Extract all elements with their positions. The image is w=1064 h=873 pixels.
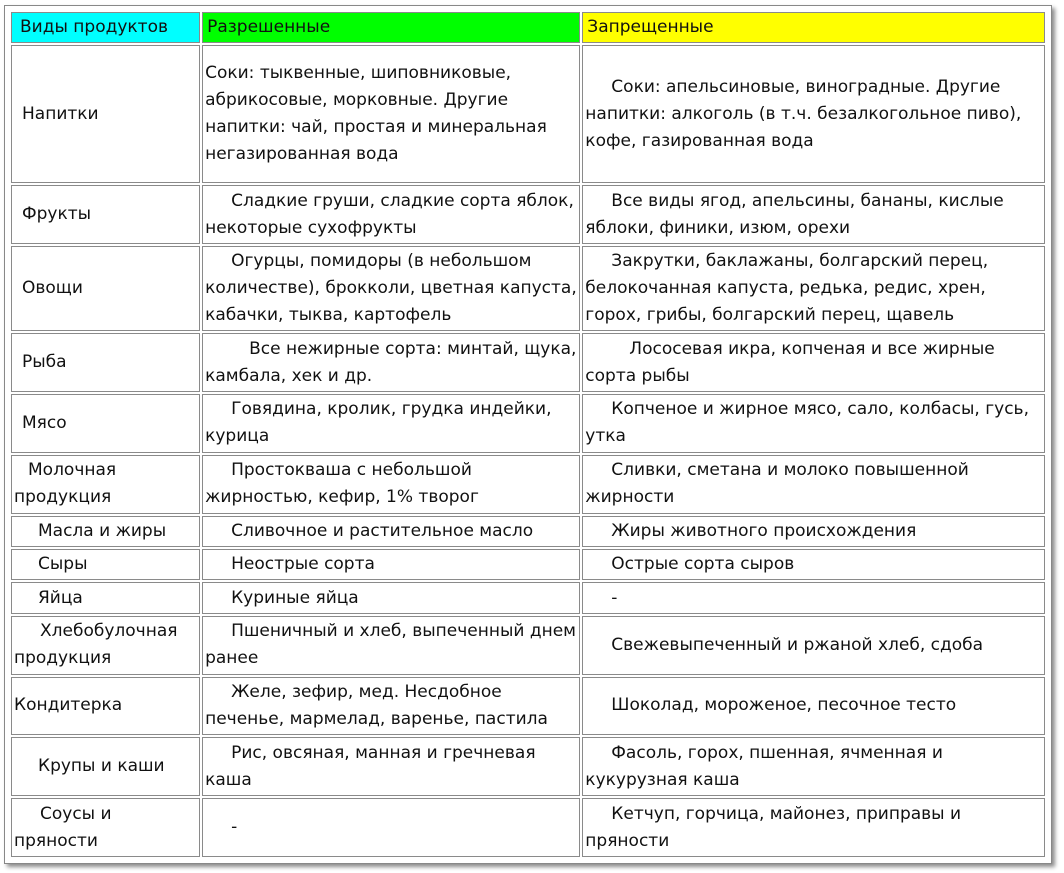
allowed-cell: Пшеничный и хлеб, выпеченный днем ранее [202,616,580,675]
category-cell: Напитки [11,45,200,183]
header-allowed: Разрешенные [202,12,580,43]
table-row [11,582,1045,613]
table-row [11,798,1045,857]
table-row [11,516,1045,547]
allowed-cell: Куриные яйца [202,582,580,613]
header-product-type: Виды продуктов [11,12,200,43]
table-row [11,677,1045,736]
allowed-cell: Желе, зефир, мед. Несдобное печенье, мармелад, варенье, пастила [202,677,580,736]
table-row [11,45,1045,183]
forbidden-cell: Фасоль, горох, пшенная, ячменная и кукурузная каша [582,737,1045,796]
category-cell: Кондитерка [11,677,200,736]
diet-table [9,10,1047,859]
allowed-cell: Сладкие груши, сладкие сорта яблок, некоторые сухофрукты [202,185,580,244]
category-cell: Рыба [11,333,200,392]
category-cell: Сыры [11,549,200,580]
forbidden-cell: Копченое и жирное мясо, сало, колбасы, гусь, утка [582,394,1045,453]
forbidden-cell: Острые сорта сыров [582,549,1045,580]
allowed-cell: Соки: тыквенные, шиповниковые, абрикосовые, морковные. Другие напитки: чай, простая и минеральная негазированная вода [202,45,580,183]
table-row [11,185,1045,244]
table-row [11,333,1045,392]
allowed-cell: - [202,798,580,857]
table-row [11,616,1045,675]
forbidden-cell: Лососевая икра, копченая и все жирные сорта рыбы [582,333,1045,392]
category-cell: Овощи [11,246,200,331]
forbidden-cell: Свежевыпеченный и ржаной хлеб, сдоба [582,616,1045,675]
table-row [11,246,1045,331]
forbidden-cell: Кетчуп, горчица, майонез, приправы и пряности [582,798,1045,857]
forbidden-cell: Все виды ягод, апельсины, бананы, кислые яблоки, финики, изюм, орехи [582,185,1045,244]
forbidden-cell: Шоколад, мороженое, песочное тесто [582,677,1045,736]
allowed-cell: Сливочное и растительное масло [202,516,580,547]
allowed-cell: Говядина, кролик, грудка индейки, курица [202,394,580,453]
table-row [11,549,1045,580]
table-row [11,394,1045,453]
allowed-cell: Все нежирные сорта: минтай, щука, камбала, хек и др. [202,333,580,392]
table-header-row [11,12,1045,43]
forbidden-cell: Соки: апельсиновые, виноградные. Другие напитки: алкоголь (в т.ч. безалкогольное пиво), кофе, газированная вода [582,45,1045,183]
forbidden-cell: - [582,582,1045,613]
forbidden-cell: Сливки, сметана и молоко повышенной жирности [582,455,1045,514]
allowed-cell: Огурцы, помидоры (в небольшом количестве), брокколи, цветная капуста, кабачки, тыква, картофель [202,246,580,331]
forbidden-cell: Жиры животного происхождения [582,516,1045,547]
category-cell: Масла и жиры [11,516,200,547]
forbidden-cell: Закрутки, баклажаны, болгарский перец, белокочанная капуста, редька, редис, хрен, горох, грибы, болгарский перец, щавель [582,246,1045,331]
allowed-cell: Неострые сорта [202,549,580,580]
category-cell: Молочная продукция [11,455,200,514]
category-cell: Хлебобулочная продукция [11,616,200,675]
category-cell: Яйца [11,582,200,613]
table-frame [4,5,1052,864]
category-cell: Мясо [11,394,200,453]
category-cell: Фрукты [11,185,200,244]
header-forbidden: Запрещенные [582,12,1045,43]
category-cell: Крупы и каши [11,737,200,796]
allowed-cell: Рис, овсяная, манная и гречневая каша [202,737,580,796]
allowed-cell: Простокваша с небольшой жирностью, кефир, 1% творог [202,455,580,514]
table-row [11,455,1045,514]
category-cell: Соусы и пряности [11,798,200,857]
table-row [11,737,1045,796]
